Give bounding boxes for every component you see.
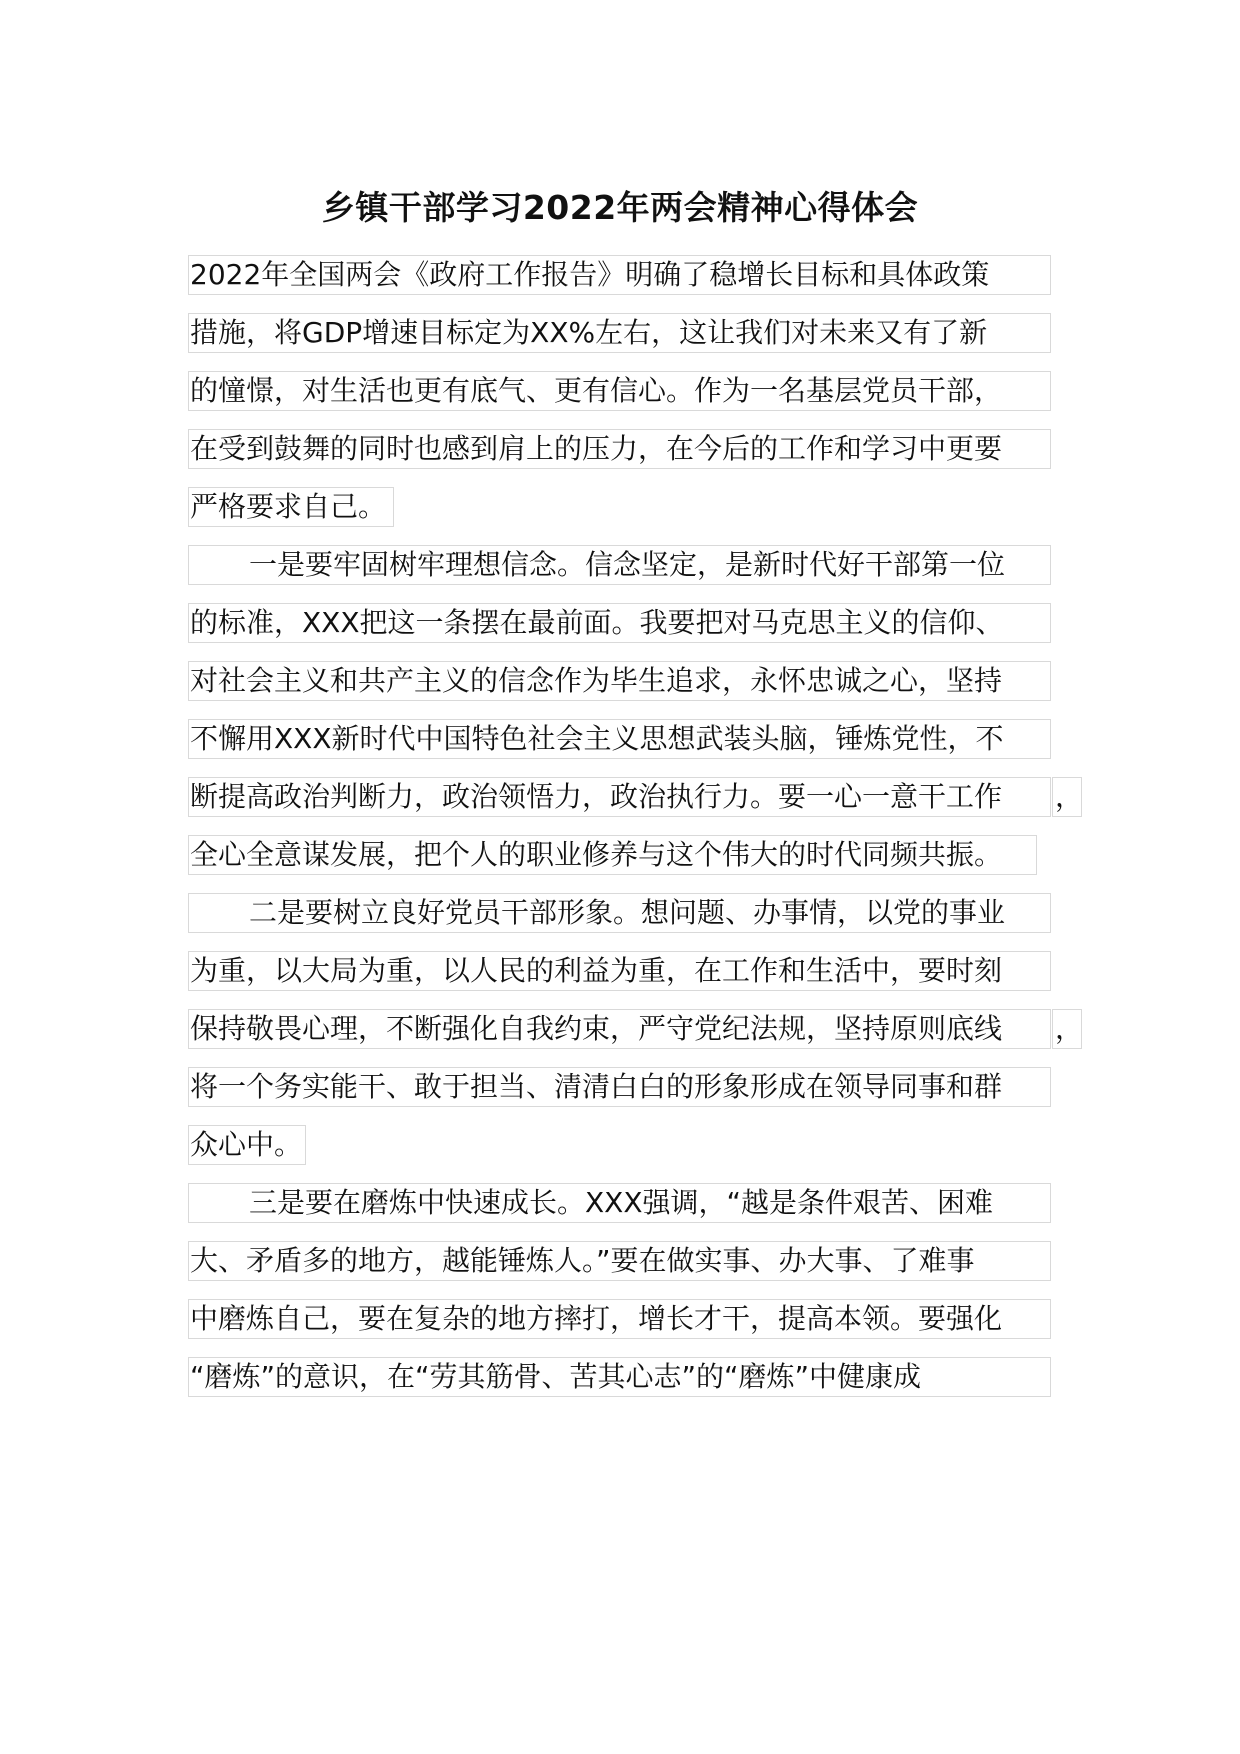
overflow-punctuation: ，	[1052, 777, 1082, 817]
text-line: 为重，以大局为重，以人民的利益为重，在工作和生活中，要时刻	[188, 951, 1051, 991]
overflow-punctuation: ，	[1052, 1009, 1082, 1049]
text-line: 的憧憬，对生活也更有底气、更有信心。作为一名基层党员干部，	[188, 371, 1051, 411]
text-line: 一是要牢固树牢理想信念。信念坚定，是新时代好干部第一位	[188, 545, 1051, 585]
text-line: 三是要在磨炼中快速成长。XXX强调，“越是条件艰苦、困难	[188, 1183, 1051, 1223]
text-line: 对社会主义和共产主义的信念作为毕生追求，永怀忠诚之心，坚持	[188, 661, 1051, 701]
text-line: 严格要求自己。	[188, 487, 394, 527]
text-line: 二是要树立良好党员干部形象。想问题、办事情，以党的事业	[188, 893, 1051, 933]
text-line: 保持敬畏心理，不断强化自我约束，严守党纪法规，坚持原则底线	[188, 1009, 1051, 1049]
text-line: 措施，将GDP增速目标定为XX%左右，这让我们对未来又有了新	[188, 313, 1051, 353]
text-line: 中磨炼自己，要在复杂的地方摔打，增长才干，提高本领。要强化	[188, 1299, 1051, 1339]
text-line: 全心全意谋发展，把个人的职业修养与这个伟大的时代同频共振。	[188, 835, 1037, 875]
text-line: “磨炼”的意识，在“劳其筋骨、苦其心志”的“磨炼”中健康成	[188, 1357, 1051, 1397]
text-line: 2022年全国两会《政府工作报告》明确了稳增长目标和具体政策	[188, 255, 1051, 295]
text-line: 的标准，XXX把这一条摆在最前面。我要把对马克思主义的信仰、	[188, 603, 1051, 643]
text-line: 不懈用XXX新时代中国特色社会主义思想武装头脑，锤炼党性，不	[188, 719, 1051, 759]
text-line: 大、矛盾多的地方，越能锤炼人。”要在做实事、办大事、了难事	[188, 1241, 1051, 1281]
document-title: 乡镇干部学习2022年两会精神心得体会	[321, 188, 919, 227]
text-line: 在受到鼓舞的同时也感到肩上的压力，在今后的工作和学习中更要	[188, 429, 1051, 469]
text-line: 断提高政治判断力，政治领悟力，政治执行力。要一心一意干工作	[188, 777, 1051, 817]
text-line: 众心中。	[188, 1125, 306, 1165]
text-line: 将一个务实能干、敢于担当、清清白白的形象形成在领导同事和群	[188, 1067, 1051, 1107]
